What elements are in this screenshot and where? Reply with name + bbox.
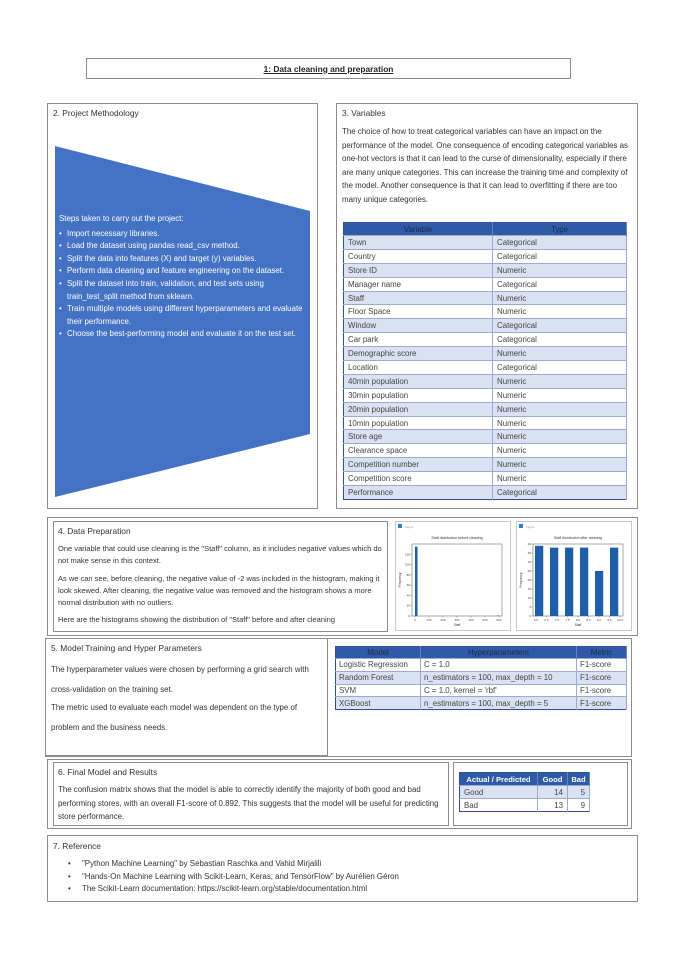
- table-cell: Logistic Regression: [336, 659, 421, 672]
- table-row: [336, 659, 627, 672]
- table-cell: Categorical: [493, 333, 627, 347]
- x-tick-label: 6.0: [533, 618, 539, 622]
- plot-area: [533, 544, 623, 616]
- table-cell: Numeric: [493, 402, 627, 416]
- training-paragraph-2: The metric used to evaluate each model was dependent on the type of problem and the business needs.: [51, 703, 298, 732]
- table-row: [344, 402, 627, 416]
- table-row: [344, 486, 627, 500]
- table-cell: Categorical: [493, 319, 627, 333]
- table-cell: n_estimators = 100, max_depth = 5: [421, 697, 577, 710]
- x-axis-label: Staff: [574, 623, 582, 627]
- table-row: [344, 263, 627, 277]
- table-cell: n_estimators = 100, max_depth = 10: [421, 671, 577, 684]
- x-tick-label: 400: [468, 618, 474, 622]
- results-paragraph: The confusion matrix shows that the model is able to correctly identify the majority of both good and bad performing stores, with an overall F1-score of 0.892. This suggests that the model will be useful for predicting store performance.: [58, 785, 439, 822]
- histogram-before-chart: [396, 522, 510, 630]
- table-cell: Numeric: [493, 347, 627, 361]
- table-cell: Manager name: [344, 277, 493, 291]
- table-cell: Numeric: [493, 291, 627, 305]
- table-cell: 30min population: [344, 388, 493, 402]
- x-tick-label: 9.5: [607, 618, 612, 622]
- y-tick-label: 35: [527, 551, 531, 555]
- histogram-bar: [535, 546, 543, 616]
- x-tick-label: 300: [454, 618, 460, 622]
- table-cell: Country: [344, 249, 493, 263]
- table-row: [344, 319, 627, 333]
- table-cell: Categorical: [493, 361, 627, 375]
- histogram-bar: [595, 571, 603, 616]
- table-cell: F1-score: [577, 659, 627, 672]
- reference-item: • The Scikit-Learn documentation: https://scikit-learn.org/stable/documentation.html: [82, 883, 399, 896]
- plot-area: [412, 544, 502, 616]
- step-item: • Perform data cleaning and feature engineering on the dataset.: [59, 265, 307, 278]
- table-cell: Numeric: [493, 305, 627, 319]
- table-row: [344, 277, 627, 291]
- variables-heading: 3. Variables: [342, 108, 386, 118]
- y-axis-label: Frequency: [398, 572, 402, 588]
- x-tick-label: 10.0: [617, 618, 623, 622]
- table-cell: 40min population: [344, 374, 493, 388]
- table-cell: Categorical: [493, 249, 627, 263]
- data-prep-heading: 4. Data Preparation: [58, 526, 131, 536]
- table-row: [344, 416, 627, 430]
- table-header-row: [460, 773, 590, 786]
- y-tick-label: 30: [527, 560, 531, 564]
- y-tick-label: 0: [408, 614, 410, 618]
- table-cell: Numeric: [493, 263, 627, 277]
- table-cell: Store ID: [344, 263, 493, 277]
- variables-table: [343, 222, 627, 500]
- column-header: Hyperparameters: [421, 647, 577, 659]
- y-tick-label: 25: [527, 569, 531, 573]
- x-tick-label: 100: [426, 618, 432, 622]
- table-cell: Store age: [344, 430, 493, 444]
- table-cell: Clearance space: [344, 444, 493, 458]
- table-cell: Good: [460, 786, 538, 799]
- y-tick-label: 120: [404, 552, 410, 557]
- chart-title: Staff distribution before cleaning: [431, 536, 483, 540]
- table-row: [344, 444, 627, 458]
- histogram-bar: [610, 548, 618, 616]
- table-cell: Numeric: [493, 472, 627, 486]
- reference-item: • "Hands-On Machine Learning with Scikit-Learn, Keras, and TensorFlow" by Aurélien Géron: [82, 871, 399, 884]
- training-heading: 5. Model Training and Hyper Parameters: [51, 643, 202, 653]
- table-cell: Floor Space: [344, 305, 493, 319]
- table-cell: F1-score: [577, 684, 627, 697]
- x-tick-label: 6.5: [544, 618, 549, 622]
- table-row: [344, 361, 627, 375]
- x-tick-label: 7.0: [554, 618, 560, 622]
- x-tick-label: 500: [482, 618, 488, 622]
- training-paragraph-1: The hyperparameter values were chosen by performing a grid search with cross-validation on the training set.: [51, 665, 309, 694]
- x-tick-label: 8.0: [575, 618, 581, 622]
- table-cell: Categorical: [493, 486, 627, 500]
- step-item: • Split the data into features (X) and target (y) variables.: [59, 253, 307, 266]
- column-header: Variable: [344, 223, 493, 236]
- table-row: [344, 430, 627, 444]
- methodology-intro: Steps taken to carry out the project:: [59, 214, 184, 223]
- x-tick-label: 8.5: [586, 618, 591, 622]
- step-item: • Load the dataset using pandas read_csv method.: [59, 240, 307, 253]
- y-tick-label: 40: [406, 593, 410, 598]
- figure-window-icon: [519, 524, 523, 528]
- column-header: Model: [336, 647, 421, 659]
- step-item: • Train multiple models using different hyperparameters and evaluate their performance.: [59, 303, 307, 328]
- reference-heading: 7. Reference: [53, 841, 101, 851]
- table-row: [460, 786, 590, 799]
- data-prep-paragraph-2: As we can see, before cleaning, the negative value of -2 was included in the histogram, making it look skewed. After cleaning, the negative value was removed and the histogram shows a more normal distribution with no outliers.: [58, 574, 380, 607]
- table-cell: 9: [568, 799, 590, 812]
- table-cell: Car park: [344, 333, 493, 347]
- methodology-step-list: [59, 228, 307, 341]
- variables-paragraph: The choice of how to treat categorical variables can have an impact on the performance of the model. One consequence of encoding categorical variables as one-hot vectors is that it can lead to the curse of dimensionality, especially if there are many unique categories. This can increase the training time and complexity of the model. Another consequence is that it can lead to overfitting if there are too many unique categories.: [342, 127, 628, 204]
- x-tick-label: 200: [440, 618, 446, 622]
- step-item: • Split the dataset into train, validation, and test sets using train_test_split method from sklearn.: [59, 278, 307, 303]
- y-tick-label: 15: [527, 587, 531, 591]
- x-tick-label: 0: [414, 618, 416, 622]
- table-cell: 14: [538, 786, 568, 799]
- step-item: • Import necessary libraries.: [59, 228, 307, 241]
- table-row: [344, 291, 627, 305]
- table-cell: 20min population: [344, 402, 493, 416]
- data-prep-paragraph-1: One variable that could use cleaning is the "Staff" column, as it includes negative values which do not make sense in this context.: [58, 544, 382, 565]
- y-tick-label: 0: [529, 614, 531, 618]
- table-cell: Numeric: [493, 430, 627, 444]
- table-cell: Town: [344, 236, 493, 250]
- table-row: [344, 347, 627, 361]
- table-row: [336, 684, 627, 697]
- table-cell: SVM: [336, 684, 421, 697]
- column-header: Metric: [577, 647, 627, 659]
- y-tick-label: 40: [527, 542, 531, 546]
- data-prep-paragraph-3: Here are the histograms showing the distribution of "Staff" before and after cleaning: [58, 615, 336, 624]
- table-cell: 10min population: [344, 416, 493, 430]
- table-row: [344, 236, 627, 250]
- table-row: [344, 249, 627, 263]
- table-cell: Bad: [460, 799, 538, 812]
- figure-window-label: Figure: [526, 525, 535, 529]
- step-item: • Choose the best-performing model and evaluate it on the test set.: [59, 328, 307, 341]
- y-tick-label: 100: [404, 562, 410, 567]
- table-cell: Categorical: [493, 277, 627, 291]
- table-cell: Categorical: [493, 236, 627, 250]
- table-cell: Competition score: [344, 472, 493, 486]
- histogram-bar: [565, 548, 573, 616]
- y-axis-label: Frequency: [519, 572, 523, 588]
- table-cell: Numeric: [493, 388, 627, 402]
- table-row: [336, 671, 627, 684]
- page-title: 1: Data cleaning and preparation: [86, 58, 571, 79]
- table-row: [344, 333, 627, 347]
- table-cell: XGBoost: [336, 697, 421, 710]
- table-cell: Demographic score: [344, 347, 493, 361]
- table-cell: C = 1.0, kernel = 'rbf': [421, 684, 577, 697]
- y-tick-label: 20: [406, 603, 410, 608]
- column-header: Good: [538, 773, 568, 786]
- histogram-bar: [415, 547, 418, 616]
- table-cell: Numeric: [493, 444, 627, 458]
- table-row: [460, 799, 590, 812]
- table-cell: Random Forest: [336, 671, 421, 684]
- figure-window-label: Figure: [405, 525, 414, 529]
- methodology-heading: 2. Project Methodology: [53, 108, 139, 118]
- y-tick-label: 60: [406, 583, 410, 588]
- table-cell: 13: [538, 799, 568, 812]
- methodology-steps: [59, 213, 307, 341]
- table-cell: Competition number: [344, 458, 493, 472]
- table-cell: F1-score: [577, 697, 627, 710]
- model-table: [335, 646, 627, 710]
- column-header: Bad: [568, 773, 590, 786]
- table-cell: Numeric: [493, 416, 627, 430]
- chart-title: Staff distribution after cleaning: [553, 536, 603, 540]
- table-cell: Location: [344, 361, 493, 375]
- table-cell: Numeric: [493, 374, 627, 388]
- table-row: [344, 388, 627, 402]
- figure-window-icon: [398, 524, 402, 528]
- histogram-bar: [580, 548, 588, 616]
- y-tick-label: 20: [527, 578, 531, 582]
- x-tick-label: 600: [496, 618, 502, 622]
- table-header-row: [336, 647, 627, 659]
- table-cell: Numeric: [493, 458, 627, 472]
- reference-list: [82, 858, 399, 896]
- column-header: Type: [493, 223, 627, 236]
- table-cell: Performance: [344, 486, 493, 500]
- table-header-row: [344, 223, 627, 236]
- table-row: [344, 458, 627, 472]
- y-tick-label: 5: [529, 605, 531, 609]
- table-cell: Window: [344, 319, 493, 333]
- x-axis-label: Staff: [453, 623, 461, 627]
- results-heading: 6. Final Model and Results: [58, 767, 158, 777]
- confusion-matrix-table: [459, 772, 590, 812]
- y-tick-label: 80: [406, 572, 410, 577]
- histogram-bar: [497, 615, 499, 616]
- table-cell: C = 1.0: [421, 659, 577, 672]
- table-cell: Staff: [344, 291, 493, 305]
- x-tick-label: 7.5: [565, 618, 570, 622]
- table-cell: 5: [568, 786, 590, 799]
- table-row: [336, 697, 627, 710]
- reference-item: • "Python Machine Learning" by Sebastian Raschka and Vahid Mirjalili: [82, 858, 399, 871]
- table-row: [344, 305, 627, 319]
- table-row: [344, 472, 627, 486]
- table-row: [344, 374, 627, 388]
- histogram-bar: [550, 548, 558, 616]
- column-header: Actual / Predicted: [460, 773, 538, 786]
- table-cell: F1-score: [577, 671, 627, 684]
- x-tick-label: 9.0: [596, 618, 602, 622]
- histogram-after-chart: [517, 522, 631, 630]
- y-tick-label: 10: [527, 596, 531, 600]
